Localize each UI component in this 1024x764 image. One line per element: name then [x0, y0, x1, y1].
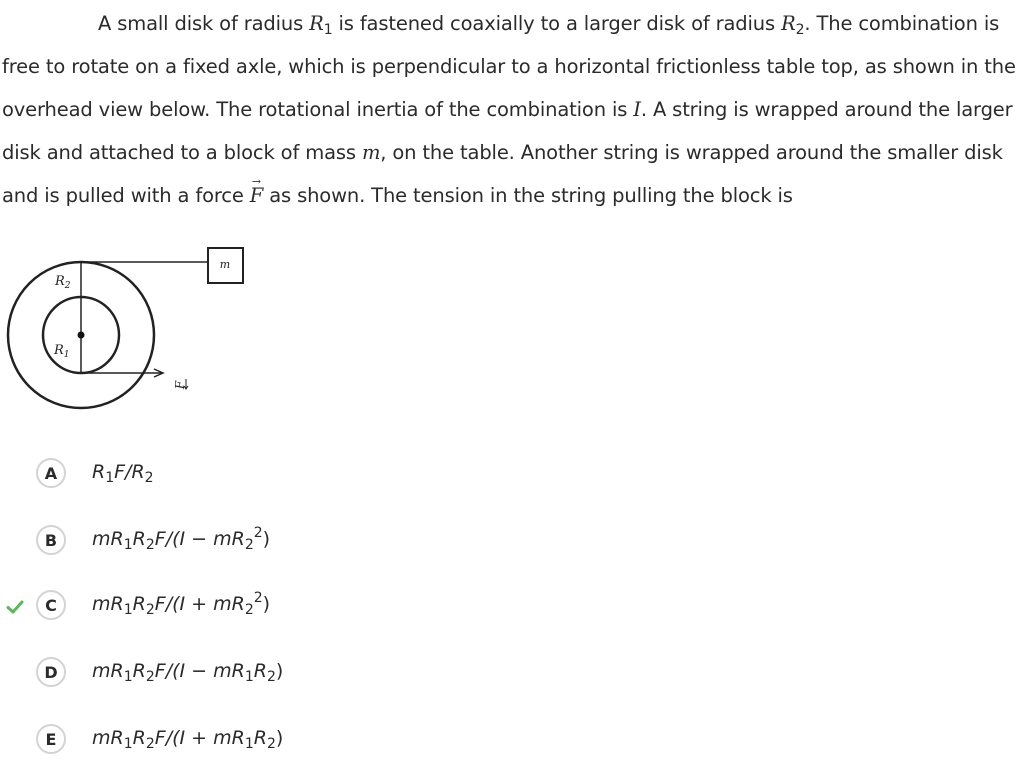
choice-b[interactable] [0, 525, 600, 565]
choice-a-text: $R_1F/R_2$ [92, 461, 154, 486]
mass-block-label: m [219, 258, 231, 271]
choice-e-text: $mR_1R_2F/(I + mR_1R_2)$ [92, 727, 284, 752]
choice-d-bubble[interactable]: D [36, 657, 66, 687]
r1-label: $R_1$ [54, 343, 70, 360]
choice-a[interactable] [0, 458, 600, 498]
choice-e-bubble[interactable]: E [36, 724, 66, 754]
choice-c-text: $mR_1R_2F/(I + mR_2^2)$ [92, 590, 271, 618]
axle-dot [78, 332, 85, 339]
choice-d-text: $mR_1R_2F/(I - mR_1R_2)$ [92, 660, 284, 685]
force-label: F [173, 380, 187, 390]
disk-diagram [0, 238, 260, 418]
choice-a-bubble[interactable]: A [36, 458, 66, 488]
correct-check-icon [6, 598, 24, 616]
choice-d[interactable] [0, 657, 600, 697]
choice-b-bubble[interactable]: B [36, 525, 66, 555]
r2-label: $R_2$ [55, 274, 71, 291]
choice-c[interactable] [0, 590, 600, 630]
choice-e[interactable] [0, 724, 600, 764]
force-vector-symbol: → F [250, 174, 263, 217]
question-text: A small disk of radius $R_1$ is fastened coaxially to a larger disk of radius $R_2$. The combination is free to rotate on a fixed axle, which is perpendicular to a horizontal frictionless table top, as shown in the overhead view below. The rotational inertia of the combination is I. A string is wrapped around the larger disk and attached to a block of mass m, on the table. Another string is wrapped around the smaller disk and is pulled with a force → F as shown. The tension in the string pulling the block is [2, 2, 1016, 217]
choice-c-bubble[interactable]: C [36, 590, 66, 620]
choice-b-text: $mR_1R_2F/(I - mR_2^2)$ [92, 525, 271, 553]
